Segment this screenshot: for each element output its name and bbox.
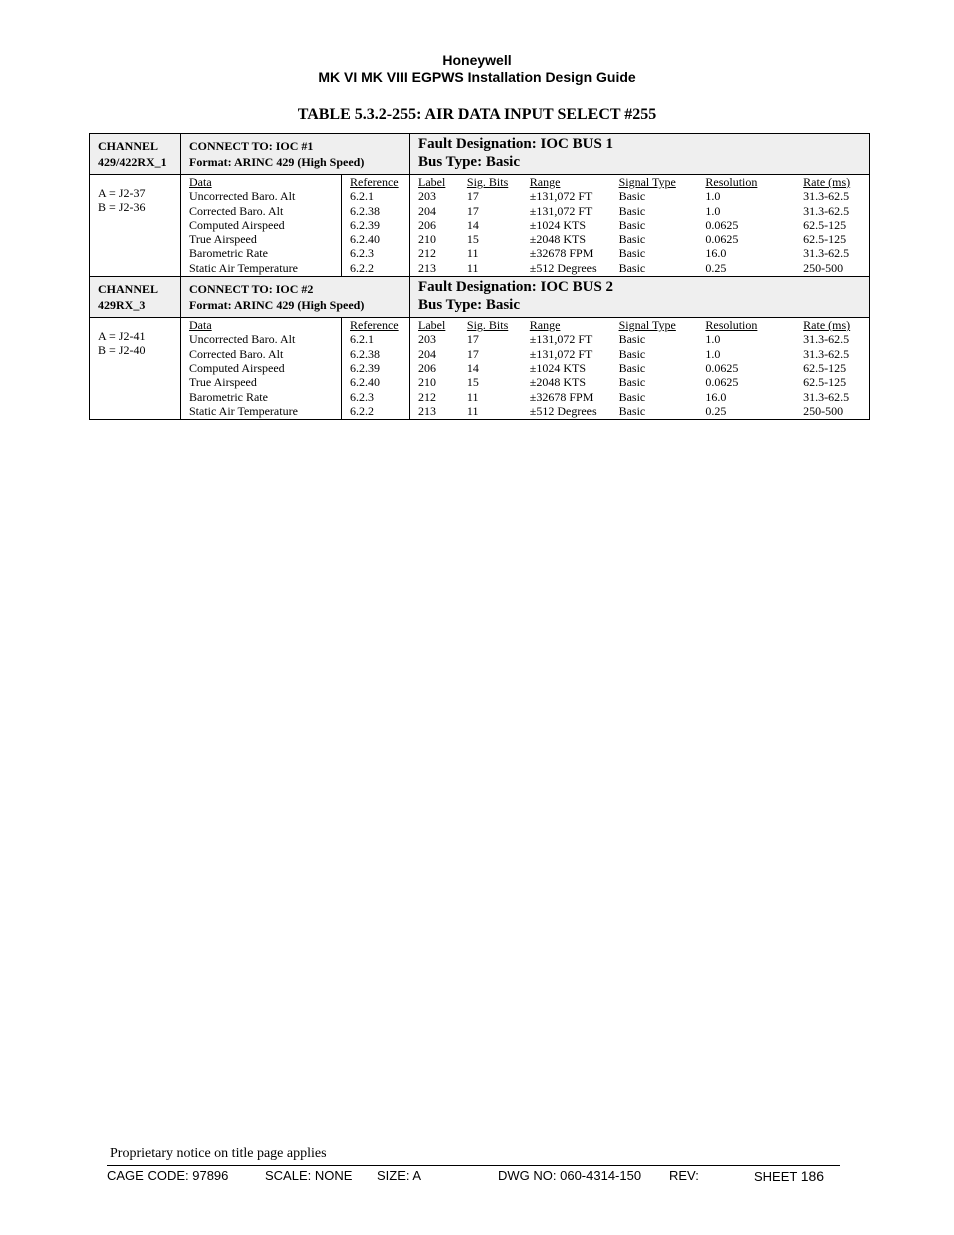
sig-bits-item: 17: [466, 189, 479, 204]
label-item: 204: [418, 203, 437, 218]
sig-bits-item: 11: [466, 246, 479, 261]
data-item: Barometric Rate: [189, 389, 268, 404]
drawing-number: DWG NO: 060-4314-150: [498, 1168, 642, 1183]
channel-header-row: [90, 277, 870, 318]
sig-bits-item: 17: [466, 332, 479, 347]
rate-header: Rate (ms): [803, 318, 851, 333]
connect-to: CONNECT TO: IOC #1: [189, 139, 314, 153]
range-item: ±32678 FPM: [529, 389, 594, 404]
data-item: True Airspeed: [189, 232, 257, 247]
label-item: 213: [418, 403, 437, 418]
sig-bits-item: 15: [466, 375, 479, 390]
resolution-item: 0.0625: [705, 375, 739, 390]
label-column: [418, 175, 467, 275]
reference-item: 6.2.38: [350, 203, 380, 218]
label-item: 212: [418, 389, 437, 404]
reference-header: Reference: [350, 318, 399, 333]
rate-column: [803, 318, 869, 418]
reference-column: [342, 175, 410, 277]
signal-type-item: Basic: [618, 332, 646, 347]
data-header: Data: [189, 175, 212, 189]
rate-item: 62.5-125: [803, 375, 847, 390]
range-item: ±1024 KTS: [529, 217, 587, 232]
connect-cell: [181, 134, 410, 175]
channel-id: 429/422RX_1: [98, 155, 167, 169]
signal-type-item: Basic: [618, 260, 646, 275]
reference-item: 6.2.1: [350, 189, 374, 204]
label-header: Label: [418, 175, 446, 189]
pin-b: B = J2-40: [98, 343, 146, 358]
data-header: Data: [189, 318, 212, 333]
sig-bits-item: 11: [466, 260, 479, 275]
rate-header: Rate (ms): [803, 175, 851, 189]
fault-cell: [410, 134, 870, 175]
range-item: ±131,072 FT: [529, 332, 593, 347]
data-item: Uncorrected Baro. Alt: [189, 189, 296, 204]
data-column: [181, 318, 342, 420]
resolution-item: 16.0: [705, 389, 727, 404]
rate-item: 31.3-62.5: [803, 203, 850, 218]
channel-data-row: [90, 318, 870, 420]
signal-type-item: Basic: [618, 375, 646, 390]
range-item: ±131,072 FT: [529, 189, 593, 204]
range-column: [529, 318, 619, 418]
sig-bits-item: 17: [466, 346, 479, 361]
signal-details-cell: [410, 318, 870, 420]
range-item: ±32678 FPM: [529, 246, 594, 261]
scale: SCALE: NONE: [265, 1168, 353, 1183]
channel-header-row: [90, 134, 870, 175]
label-item: 206: [418, 360, 437, 375]
size: SIZE: A: [377, 1168, 422, 1183]
reference-item: 6.2.38: [350, 346, 380, 361]
sheet-label: SHEET: [754, 1169, 798, 1184]
label-column: [418, 318, 467, 418]
resolution-header: Resolution: [705, 175, 758, 189]
channel-id: 429RX_3: [98, 298, 146, 313]
connect-to: CONNECT TO: IOC #2: [189, 282, 314, 297]
range-column: [529, 175, 619, 275]
signal-type-header: Signal Type: [618, 175, 676, 189]
resolution-item: 16.0: [705, 246, 727, 261]
data-item: Corrected Baro. Alt: [189, 346, 284, 361]
rate-item: 31.3-62.5: [803, 332, 850, 347]
company-name: Honeywell: [442, 52, 512, 68]
sheet-number: 186: [800, 1168, 825, 1184]
pin-a: A = J2-41: [98, 329, 146, 344]
signal-type-item: Basic: [618, 346, 646, 361]
signal-type-column: [618, 318, 706, 418]
reference-item: 6.2.2: [350, 260, 374, 275]
pin-cell: [90, 175, 181, 277]
resolution-item: 1.0: [705, 189, 721, 204]
rate-column: [803, 175, 869, 275]
cage-code: CAGE CODE: 97896: [107, 1168, 229, 1183]
pin-b: B = J2-36: [98, 200, 146, 214]
fault-cell: [410, 277, 870, 318]
reference-item: 6.2.39: [350, 360, 380, 375]
resolution-item: 0.0625: [705, 232, 739, 247]
channel-label: CHANNEL: [98, 139, 159, 153]
channel-data-row: [90, 175, 870, 277]
label-item: 203: [418, 189, 437, 204]
reference-item: 6.2.39: [350, 217, 380, 232]
rate-item: 62.5-125: [803, 217, 847, 232]
range-item: ±512 Degrees: [529, 260, 597, 275]
signal-details: [418, 175, 869, 275]
reference-item: 6.2.40: [350, 232, 380, 247]
data-item: Computed Airspeed: [189, 217, 285, 232]
reference-column: [342, 318, 410, 420]
data-item: Computed Airspeed: [189, 360, 285, 375]
label-item: 203: [418, 332, 437, 347]
sig-bits-item: 15: [466, 232, 479, 247]
reference-item: 6.2.3: [350, 246, 374, 261]
data-column: [181, 175, 342, 277]
footer-divider: [107, 1165, 840, 1166]
range-item: ±1024 KTS: [529, 360, 587, 375]
data-item: Barometric Rate: [189, 246, 268, 261]
reference-item: 6.2.3: [350, 389, 374, 404]
revision: REV:: [669, 1168, 699, 1183]
sig-bits-item: 17: [466, 203, 479, 218]
resolution-item: 0.25: [705, 403, 727, 418]
data-item: True Airspeed: [189, 375, 257, 390]
resolution-item: 0.0625: [705, 217, 739, 232]
reference-header: Reference: [350, 175, 399, 189]
resolution-item: 1.0: [705, 346, 721, 361]
air-data-table: [89, 133, 870, 420]
rate-item: 31.3-62.5: [803, 389, 850, 404]
signal-type-item: Basic: [618, 189, 646, 204]
sheet: [754, 1168, 824, 1184]
rate-item: 31.3-62.5: [803, 246, 850, 261]
label-item: 212: [418, 246, 437, 261]
range-header: Range: [529, 175, 561, 189]
bus-format: Format: ARINC 429 (High Speed): [189, 155, 365, 169]
channel-cell: [90, 277, 181, 318]
resolution-header: Resolution: [705, 318, 758, 333]
signal-details: [418, 318, 869, 418]
range-item: ±2048 KTS: [529, 375, 587, 390]
rate-item: 31.3-62.5: [803, 346, 850, 361]
bus-type: Bus Type: Basic: [418, 154, 520, 170]
label-item: 210: [418, 375, 437, 390]
bus-type: Bus Type: Basic: [418, 297, 520, 314]
label-item: 210: [418, 232, 437, 247]
range-item: ±131,072 FT: [529, 203, 593, 218]
range-item: ±2048 KTS: [529, 232, 587, 247]
resolution-column: [705, 175, 803, 275]
signal-type-column: [618, 175, 706, 275]
sig-bits-item: 14: [466, 360, 479, 375]
sig-bits-header: Sig. Bits: [466, 175, 509, 189]
sig-bits-header: Sig. Bits: [466, 318, 509, 333]
resolution-item: 1.0: [705, 332, 721, 347]
signal-type-header: Signal Type: [618, 318, 676, 333]
pin-cell: [90, 318, 181, 420]
sig-bits-item: 11: [466, 403, 479, 418]
bus-format: Format: ARINC 429 (High Speed): [189, 298, 365, 313]
label-item: 204: [418, 346, 437, 361]
range-header: Range: [529, 318, 561, 333]
sig-bits-column: [466, 175, 530, 275]
connect-cell: [181, 277, 410, 318]
resolution-item: 0.25: [705, 260, 727, 275]
signal-type-item: Basic: [618, 217, 646, 232]
resolution-column: [705, 318, 803, 418]
channel-label: CHANNEL: [98, 282, 159, 297]
signal-type-item: Basic: [618, 232, 646, 247]
sig-bits-item: 11: [466, 389, 479, 404]
range-item: ±131,072 FT: [529, 346, 593, 361]
rate-item: 31.3-62.5: [803, 189, 850, 204]
channel-cell: [90, 134, 181, 175]
sig-bits-column: [466, 318, 530, 418]
signal-type-item: Basic: [618, 203, 646, 218]
pin-a: A = J2-37: [98, 186, 146, 200]
proprietary-notice: Proprietary notice on title page applies: [110, 1146, 327, 1161]
label-header: Label: [418, 318, 446, 333]
sig-bits-item: 14: [466, 217, 479, 232]
fault-designation: Fault Designation: IOC BUS 1: [418, 136, 614, 152]
data-item: Corrected Baro. Alt: [189, 203, 284, 218]
reference-item: 6.2.2: [350, 403, 374, 418]
table-title: TABLE 5.3.2-255: AIR DATA INPUT SELECT #255: [297, 106, 657, 123]
rate-item: 250-500: [803, 260, 844, 275]
resolution-item: 0.0625: [705, 360, 739, 375]
signal-type-item: Basic: [618, 246, 646, 261]
data-item: Uncorrected Baro. Alt: [189, 332, 296, 347]
resolution-item: 1.0: [705, 203, 721, 218]
rate-item: 62.5-125: [803, 232, 847, 247]
reference-item: 6.2.1: [350, 332, 374, 347]
range-item: ±512 Degrees: [529, 403, 597, 418]
reference-item: 6.2.40: [350, 375, 380, 390]
signal-type-item: Basic: [618, 389, 646, 404]
data-item: Static Air Temperature: [189, 260, 298, 275]
rate-item: 62.5-125: [803, 360, 847, 375]
fault-designation: Fault Designation: IOC BUS 2: [418, 279, 614, 296]
signal-type-item: Basic: [618, 360, 646, 375]
rate-item: 250-500: [803, 403, 844, 418]
signal-details-cell: [410, 175, 870, 277]
label-item: 213: [418, 260, 437, 275]
label-item: 206: [418, 217, 437, 232]
signal-type-item: Basic: [618, 403, 646, 418]
guide-title: MK VI MK VIII EGPWS Installation Design Guide: [318, 69, 636, 85]
data-item: Static Air Temperature: [189, 403, 298, 418]
